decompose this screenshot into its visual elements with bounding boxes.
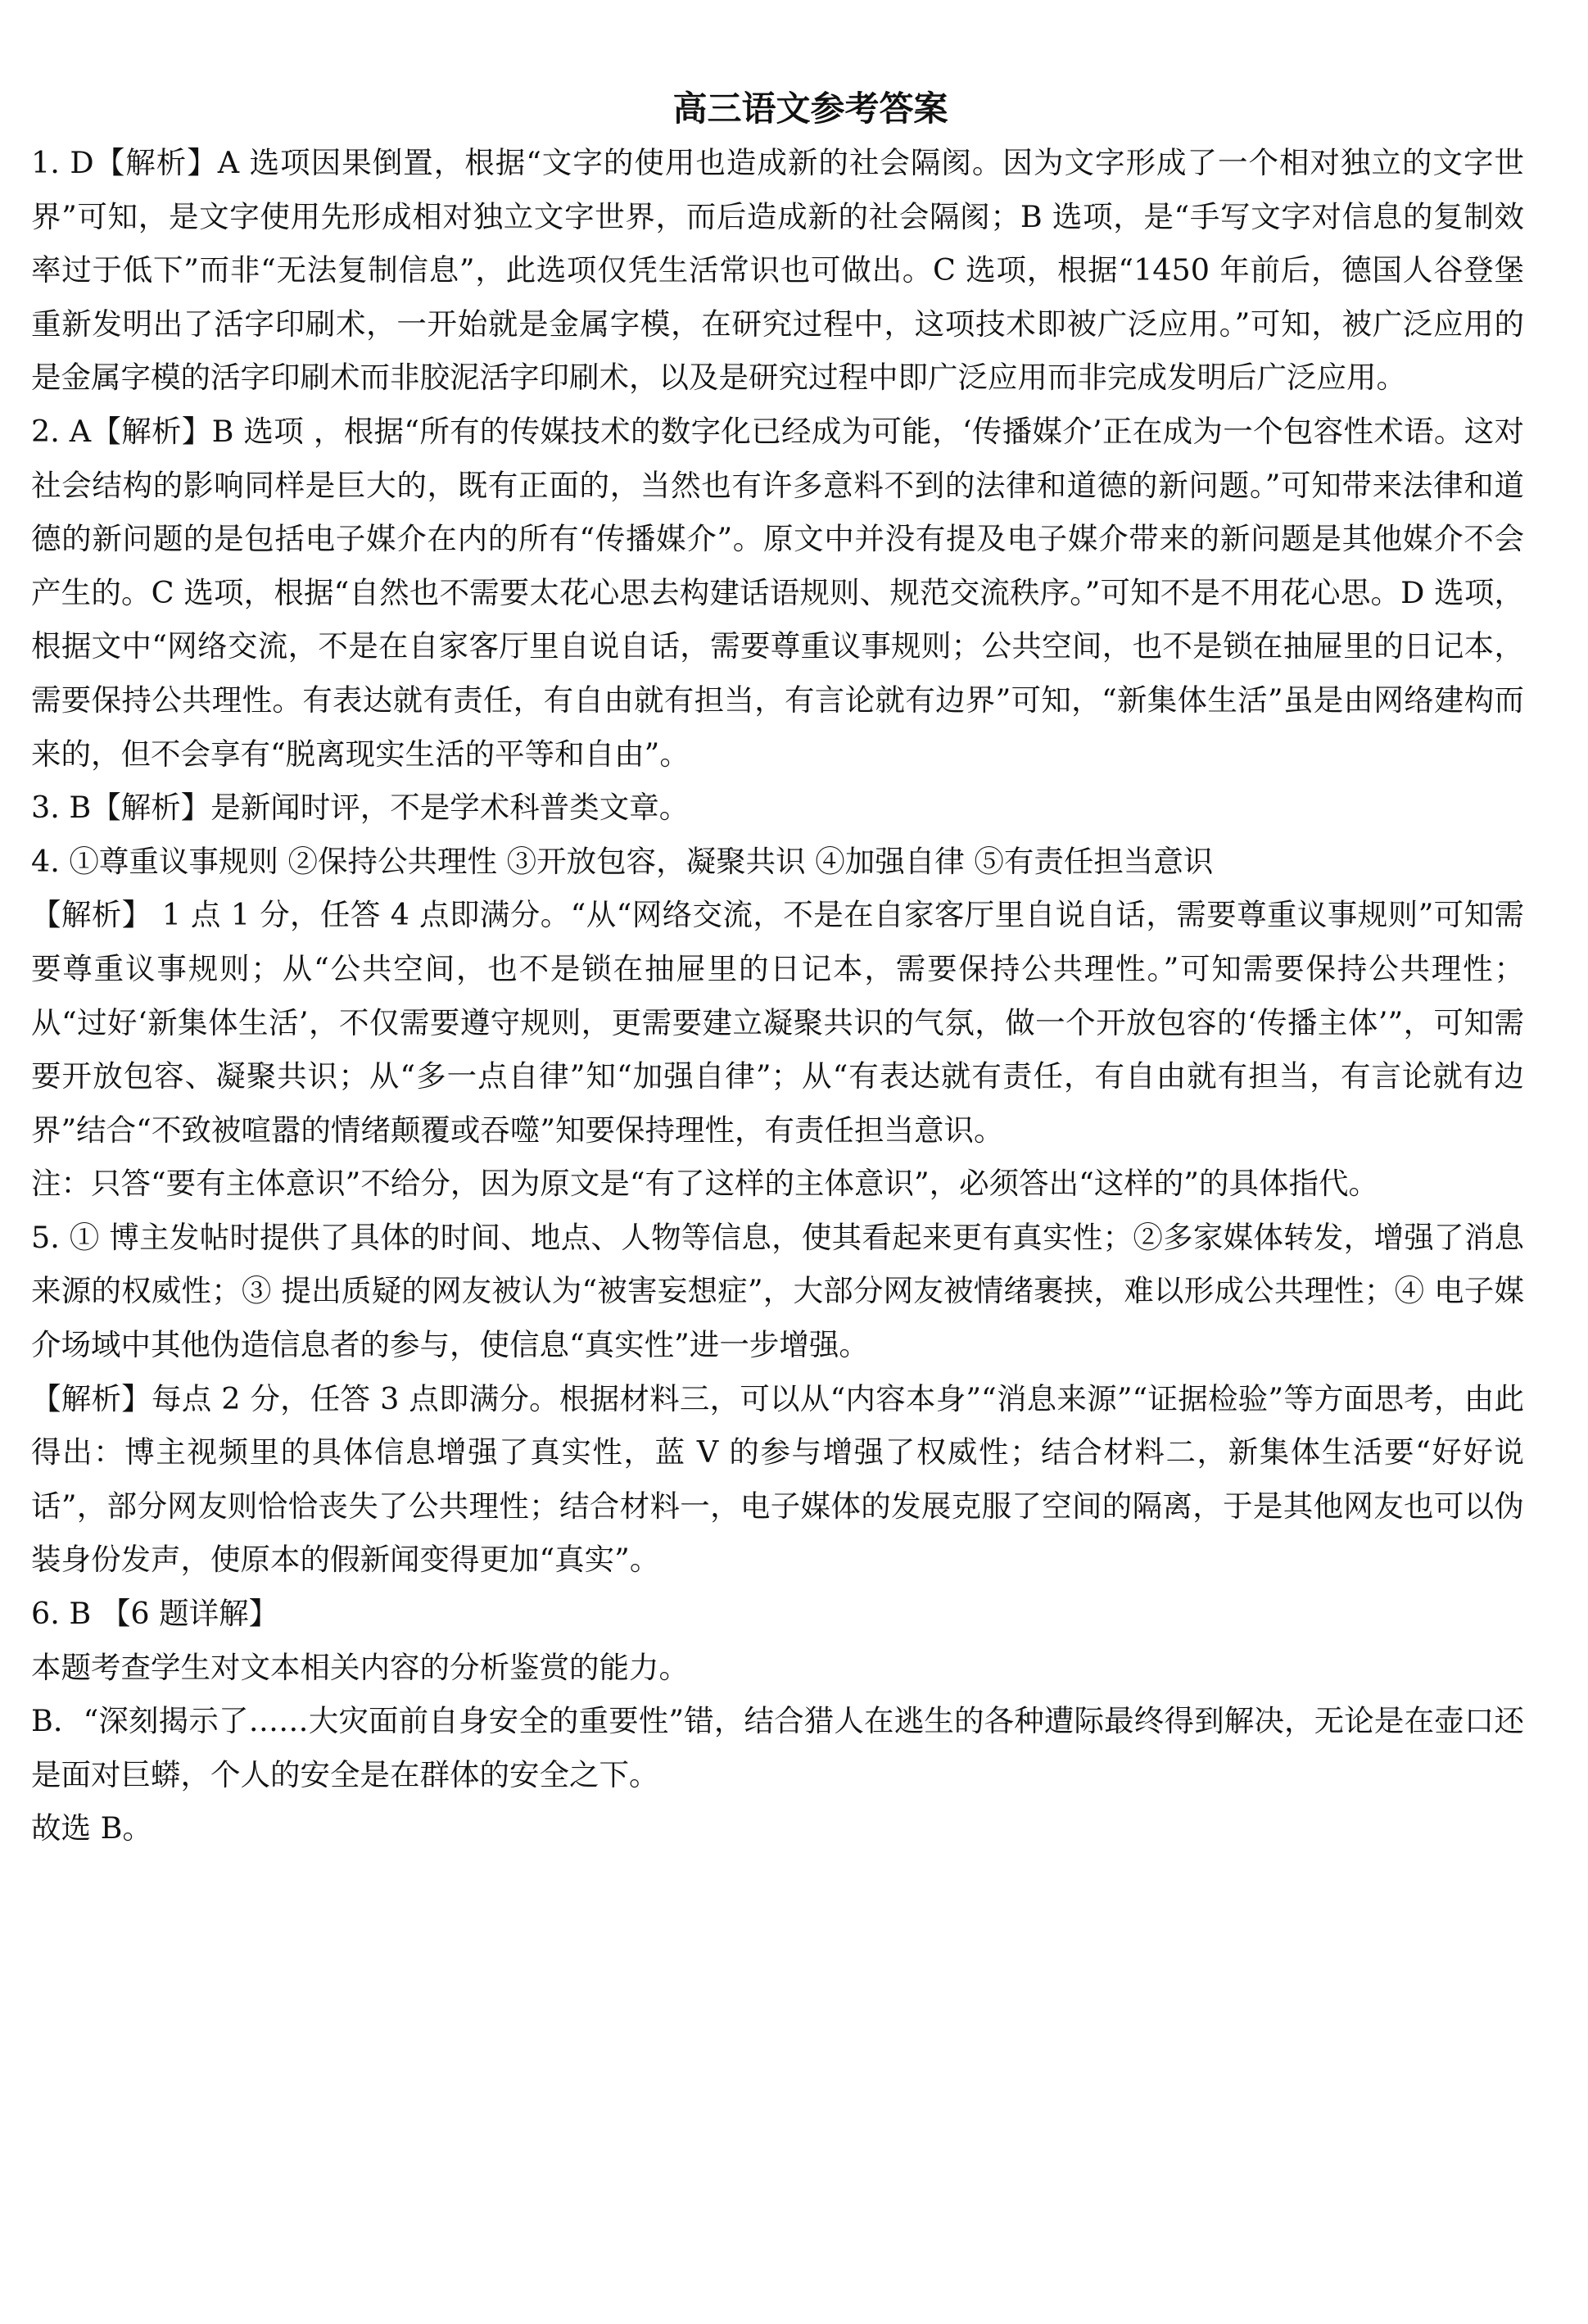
answer-4-analysis: 【解析】 1 点 1 分，任答 4 点即满分。“从“网络交流，不是在自家客厅里自说自话，需要尊重议事规则”可知需要尊重议事规则；从“公共空间，也不是锁在抽屉里的日记本，需要保持公共理性。”可知需要保持公共理性；从“过好‘新集体生活’，不仅需要遵守规则，更需要建立凝聚共识的气氛，做一个开放包容的‘传播主体’”，可知需要开放包容、凝聚共识；从“多一点自律”知“加强自律”；从“有表达就有责任，有自由就有担当，有言论就有边界”结合“不致被喧嚣的情绪颠覆或吞噬”知要保持理性，有责任担当意识。 — [31, 897, 1524, 1148]
answer-2: 2. A【解析】B 选项 ，根据“所有的传媒技术的数字化已经成为可能，‘传播媒介’正在成为一个包容性术语。这对社会结构的影响同样是巨大的，既有正面的，当然也有许多意料不到的法律和道德的新问题。”可知带来法律和道德的新问题的是包括电子媒介在内的所有“传播媒介”。原文中并没有提及电子媒介带来的新问题是其他媒介不会产生的。C 选项，根据“自然也不需要太花心思去构建话语规则、规范交流秩序。”可知不是不用花心思。D 选项，根据文中“网络交流，不是在自家客厅里自说自话，需要尊重议事规则；公共空间，也不是锁在抽屉里的日记本，需要保持公共理性。有表达就有责任，有自由就有担当，有言论就有边界”可知，“新集体生活”虽是由网络建构而来的，但不会享有“脱离现实生活的平等和自由”。 — [31, 413, 1524, 772]
answer-6-explanation: B．“深刻揭示了……大灾面前自身安全的重要性”错，结合猎人在逃生的各种遭际最终得到解决，无论是在壶口还是面对巨蟒，个人的安全是在群体的安全之下。 — [31, 1703, 1524, 1792]
answer-4: 4. ①尊重议事规则 ②保持公共理性 ③开放包容，凝聚共识 ④加强自律 ⑤有责任担当意识 — [31, 843, 1214, 879]
document-body — [31, 136, 1524, 1855]
document-title: 高三语文参考答案 — [672, 88, 948, 129]
answer-6-conclusion: 故选 B。 — [31, 1810, 152, 1846]
answer-5: 5. ① 博主发帖时提供了具体的时间、地点、人物等信息，使其看起来更有真实性；②多家媒体转发，增强了消息来源的权威性；③ 提出质疑的网友被认为“被害妄想症”，大部分网友被情绪裹挟，难以形成公共理性；④ 电子媒介场域中其他伪造信息者的参与，使信息“真实性”进一步增强。 — [31, 1219, 1524, 1363]
title-wrap — [0, 82, 1588, 136]
answer-1: 1. D【解析】A 选项因果倒置，根据“文字的使用也造成新的社会隔阂。因为文字形成了一个相对独立的文字世界”可知，是文字使用先形成相对独立文字世界，而后造成新的社会隔阂；B 选项，是“手写文字对信息的复制效率过于低下”而非“无法复制信息”，此选项仅凭生活常识也可做出。C 选项，根据“1450 年前后，德国人谷登堡重新发明出了活字印刷术，一开始就是金属字模，在研究过程中，这项技术即被广泛应用。”可知，被广泛应用的是金属字模的活字印刷术而非胶泥活字印刷术，以及是研究过程中即广泛应用而非完成发明后广泛应用。 — [31, 145, 1524, 396]
answer-6-intro: 本题考查学生对文本相关内容的分析鉴赏的能力。 — [31, 1649, 689, 1685]
answer-4-note: 注：只答“要有主体意识”不给分，因为原文是“有了这样的主体意识”，必须答出“这样的”的具体指代。 — [31, 1166, 1378, 1202]
answer-6: 6. B 【6 题详解】 — [31, 1596, 279, 1632]
answer-5-analysis: 【解析】每点 2 分，任答 3 点即满分。根据材料三，可以从“内容本身”“消息来源”“证据检验”等方面思考，由此得出：博主视频里的具体信息增强了真实性，蓝 V 的参与增强了权威性；结合材料二，新集体生活要“好好说话”，部分网友则恰恰丧失了公共理性；结合材料一，电子媒体的发展克服了空间的隔离，于是其他网友也可以伪装身份发声，使原本的假新闻变得更加“真实”。 — [31, 1380, 1524, 1578]
answer-3: 3. B【解析】是新闻时评，不是学术科普类文章。 — [31, 790, 690, 826]
